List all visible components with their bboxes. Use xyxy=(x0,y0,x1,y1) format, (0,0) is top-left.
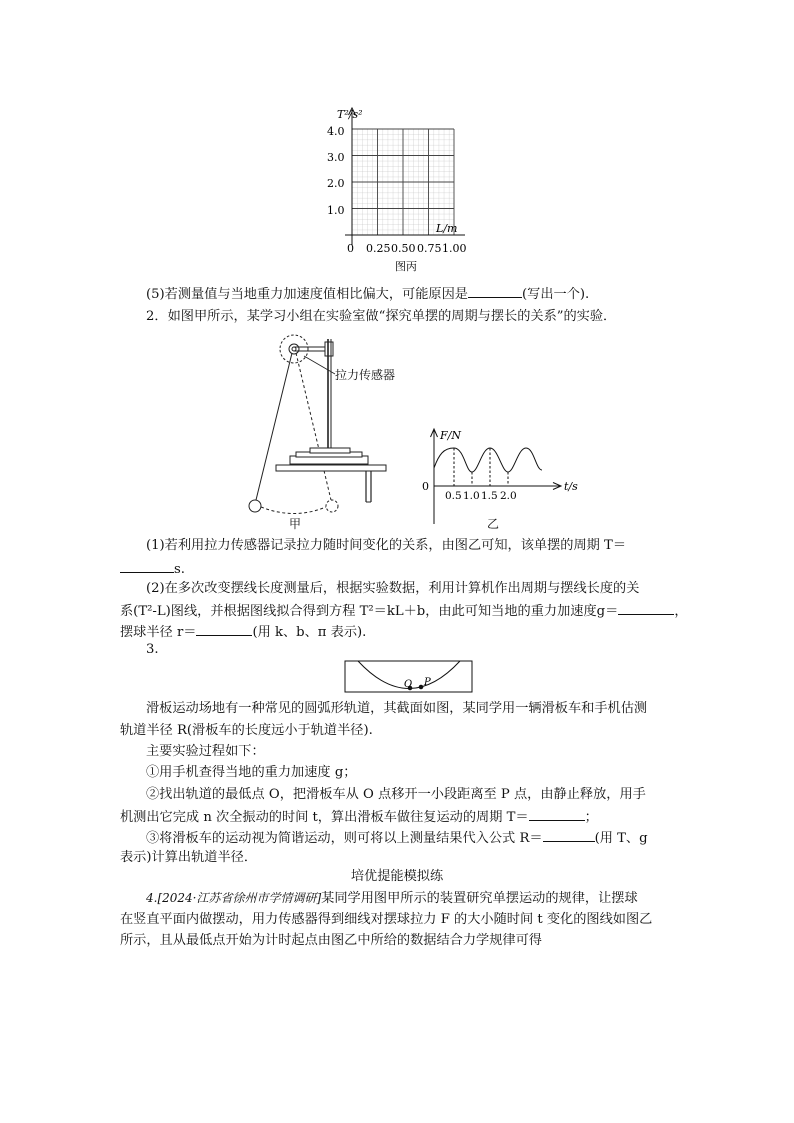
question-2-part2-cont2 xyxy=(120,622,366,642)
graph-bing xyxy=(325,100,475,275)
question-5 xyxy=(146,284,589,304)
question-5-hint: (写出一个). xyxy=(522,287,590,302)
question-4-source: 4.[2024·江苏省徐州市学情调研] xyxy=(146,891,322,905)
question-3-step3-cont: 表示)计算出轨道半径． xyxy=(120,850,258,865)
question-2-part2-text: 摆球半径 r＝ xyxy=(120,625,197,640)
question-2-part2-cont xyxy=(120,601,688,621)
question-3-step3-hint: (用 T、g xyxy=(594,831,648,846)
answer-blank[interactable] xyxy=(468,284,522,298)
x-tick-label: 1.5 xyxy=(481,490,498,502)
question-2-part1-text: (1)若利用拉力传感器记录拉力随时间变化的关系，由图乙可知，该单摆的周期 T＝ xyxy=(146,538,627,553)
answer-blank[interactable] xyxy=(120,559,174,573)
punctuation: ， xyxy=(674,604,688,619)
answer-blank[interactable] xyxy=(543,828,595,842)
sensor-label: 拉力传感器 xyxy=(335,368,396,382)
question-4-line3: 所示，且从最低点开始为计时起点由图乙中所给的数据结合力学规律可得 xyxy=(120,933,542,948)
x-axis-label: L/m xyxy=(436,222,458,235)
y-tick-label: 4.0 xyxy=(327,125,345,138)
question-4-line1 xyxy=(146,889,638,908)
answer-blank[interactable] xyxy=(196,622,252,636)
pendulum-bob xyxy=(249,500,261,512)
answer-blank[interactable] xyxy=(529,807,585,821)
x-tick-label: 0.50 xyxy=(391,242,416,255)
x-tick-label: 2.0 xyxy=(500,490,517,502)
x-tick-label: 1.00 xyxy=(442,242,467,255)
figure-jia-caption: 甲 xyxy=(289,517,302,531)
x-tick-label: 1.0 xyxy=(463,490,480,502)
question-3-step2: ②找出轨道的最低点 O，把滑板车从 O 点移开一小段距离至 P 点，由静止释放，用手 xyxy=(146,787,646,802)
figure-yi-graph xyxy=(418,426,598,526)
origin-label: 0 xyxy=(422,480,429,493)
answer-blank[interactable] xyxy=(618,601,674,615)
question-3-step3-text: ③将滑板车的运动视为简谐运动，则可将以上测量结果代入公式 R＝ xyxy=(146,831,543,846)
pendulum-string xyxy=(256,353,292,500)
pivot xyxy=(289,344,299,354)
question-2-part1-cont xyxy=(120,559,185,579)
question-4-line2: 在竖直平面内做摆动，用力传感器得到细线对摆球拉力 F 的大小随时间 t 变化的图线如图乙 xyxy=(120,912,653,927)
question-3-number: 3. xyxy=(146,642,159,657)
punctuation: ； xyxy=(584,810,598,825)
question-3-line2: 轨道半径 R(滑板车的长度远小于轨道半径). xyxy=(120,723,373,738)
question-2-intro: 2．如图甲所示，某学习小组在实验室做“探究单摆的周期与摆长的关系”的实验． xyxy=(146,309,617,324)
x-tick-label: 0.5 xyxy=(445,490,462,502)
x-tick-label: 0.75 xyxy=(417,242,442,255)
question-5-text: (5)若测量值与当地重力加速度值相比偏大，可能原因是 xyxy=(146,287,468,302)
x-axis-label: t/s xyxy=(564,480,578,493)
question-3-line1: 滑板运动场地有一种常见的圆弧形轨道，其截面如图，某同学用一辆滑板车和手机估测 xyxy=(146,701,648,716)
question-3-step2-cont xyxy=(120,807,598,827)
x-tick-label: 0.25 xyxy=(366,242,391,255)
question-2-part2-text: 系(T²-L)图线，并根据图线拟合得到方程 T²＝kL＋b，由此可知当地的重力加速度g＝ xyxy=(120,604,619,619)
question-2-part1 xyxy=(146,537,626,555)
label-p: P xyxy=(424,677,431,688)
section-title: 培优提能模拟练 xyxy=(350,869,444,884)
question-3-line3: 主要实验过程如下： xyxy=(146,744,265,759)
figure-yi-caption: 乙 xyxy=(487,517,500,531)
origin-label: 0 xyxy=(347,242,354,255)
figure-caption: 图丙 xyxy=(395,260,417,273)
question-4-text: 某同学用图甲所示的装置研究单摆运动的规律，让摆球 xyxy=(321,891,638,906)
question-3-step3 xyxy=(146,828,648,848)
y-tick-label: 2.0 xyxy=(327,177,345,190)
unit-text: s. xyxy=(174,562,185,577)
figure-jia-pendulum xyxy=(232,334,402,534)
table xyxy=(276,465,386,471)
y-tick-label: 1.0 xyxy=(327,204,345,217)
label-o: O xyxy=(404,679,413,690)
y-axis-label: T²/s² xyxy=(337,108,363,121)
force-curve xyxy=(434,448,542,472)
y-axis-label: F/N xyxy=(440,429,461,442)
figure-track xyxy=(344,660,474,694)
y-tick-label: 3.0 xyxy=(327,151,345,164)
point-p xyxy=(419,685,423,689)
pivot-highlight-circle xyxy=(280,335,308,363)
question-3-step1: ①用手机查得当地的重力加速度 g； xyxy=(146,765,357,780)
question-3-step2-text: 机测出它完成 n 次全振动的时间 t，算出滑板车做往复运动的周期 T＝ xyxy=(120,810,529,825)
question-2-part2: (2)在多次改变摆线长度测量后，根据实验数据，利用计算机作出周期与摆线长度的关 xyxy=(146,581,640,596)
question-2-part2-hint: (用 k、b、π 表示). xyxy=(252,625,367,640)
